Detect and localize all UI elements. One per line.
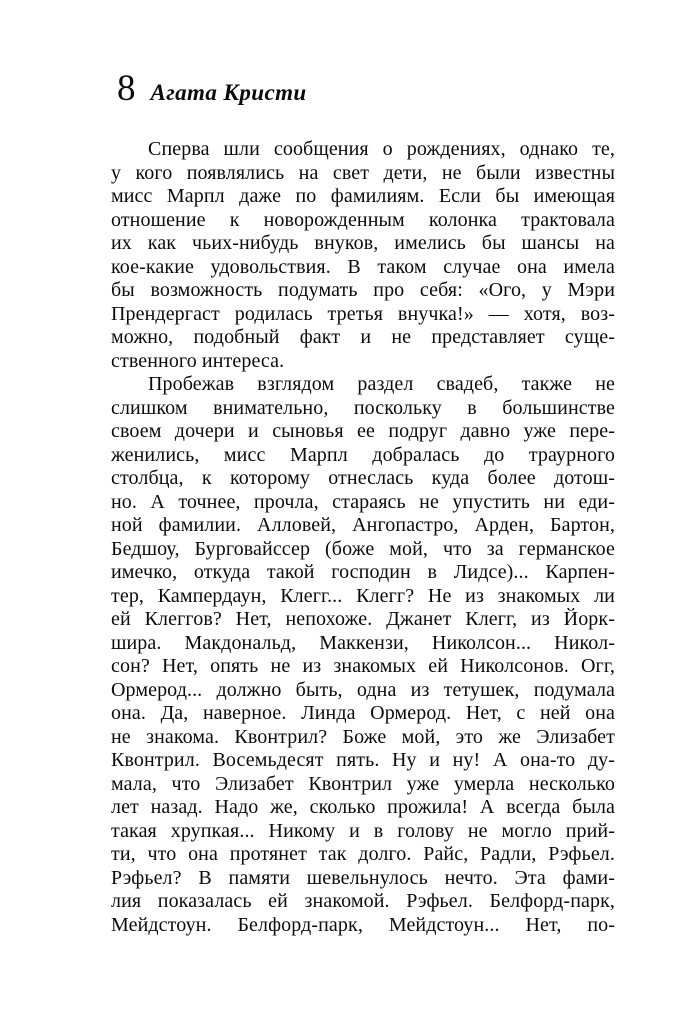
text-line: кое-какие удовольствия. В таком случае она имела — [111, 255, 615, 278]
text-line: Мейдстоун. Белфорд-парк, Мейдстоун... Нет, по- — [111, 913, 615, 936]
running-title: Агата Кристи — [150, 80, 307, 105]
text-line: сон? Нет, опять не из знакомых ей Николсонов. Огг, — [111, 655, 615, 677]
text-line: лия показалась ей знакомой. Рэфьел. Белфорд-парк, — [111, 890, 615, 912]
page-number: 8 — [117, 68, 136, 109]
text-line: Ормерод... должно быть, одна из тетушек, подумала — [111, 678, 615, 701]
text-line: шира. Макдональд, Маккензи, Николсон... Никол- — [111, 631, 615, 654]
text-line: ной фамилии. Алловей, Ангопастро, Арден, Бартон, — [111, 514, 615, 536]
paragraph — [111, 138, 615, 373]
text-block — [111, 138, 615, 937]
text-line: Рэфьел? В памяти шевельнулось нечто. Эта фами- — [111, 866, 615, 889]
text-line: имечко, откуда такой господин в Лидсе)... Карпен- — [111, 561, 615, 583]
text-line: Прендергаст родилась третья внучка!» — хотя, воз- — [111, 302, 615, 325]
text-line: можно, подобный факт и не представляет суще- — [111, 326, 615, 348]
text-line: она. Да, наверное. Линда Ормерод. Нет, с ней она — [111, 702, 615, 724]
text-line: бы возможность подумать про себя: «Ого, у Мэри — [111, 279, 615, 301]
text-line: ственного интереса. — [111, 349, 285, 372]
text-line: тер, Кампердаун, Клегг... Клегг? Не из знакомых ли — [111, 584, 615, 607]
text-line: Пробежав взглядом раздел свадеб, также не — [148, 373, 615, 395]
text-line: ей Клеггов? Нет, непохоже. Джанет Клегг, из Йорк- — [111, 608, 615, 630]
text-line: Квонтрил. Восемьдесят пять. Ну и ну! А она-то ду- — [111, 749, 615, 771]
text-line: своем дочери и сыновья ее подруг давно уже пере- — [111, 420, 615, 442]
text-line: Бедшоу, Бурговайссер (боже мой, что за германское — [111, 537, 615, 560]
text-line: у кого появлялись на свет дети, не были известны — [111, 161, 615, 184]
text-line: слишком внимательно, поскольку в большинстве — [111, 396, 615, 419]
text-line: мала, что Элизабет Квонтрил уже умерла несколько — [111, 772, 615, 795]
paragraph — [111, 373, 615, 937]
text-line: мисс Марпл даже по фамилиям. Если бы имеющая — [111, 185, 615, 207]
text-line: не знакома. Квонтрил? Боже мой, это же Элизабет — [111, 725, 615, 748]
text-line: такая хрупкая... Никому и в голову не могло прий- — [111, 819, 615, 842]
text-line: их как чьих-нибудь внуков, имелись бы шансы на — [111, 232, 615, 254]
text-line: женились, мисс Марпл добралась до траурного — [111, 443, 615, 466]
text-line: отношение к новорожденным колонка трактовала — [111, 208, 615, 231]
text-line: ти, что она протянет так долго. Райс, Радли, Рэфьел. — [111, 843, 615, 865]
text-line: Сперва шли сообщения о рождениях, однако те, — [148, 138, 615, 160]
page-header — [117, 70, 307, 107]
text-line: лет назад. Надо же, сколько прожила! А всегда была — [111, 796, 615, 818]
text-line: но. А точнее, прочла, стараясь не упустить ни еди- — [111, 490, 615, 513]
text-line: столбца, к которому отнеслась куда более дотош- — [111, 467, 615, 489]
